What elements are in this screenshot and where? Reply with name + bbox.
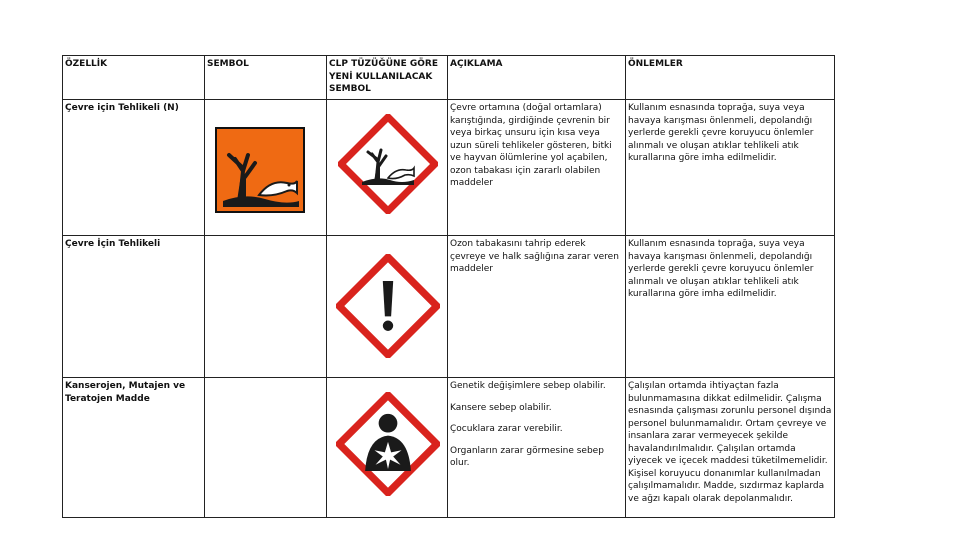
description-item: Kansere sebep olabilir. <box>450 402 552 413</box>
hazard-table <box>62 55 835 518</box>
precautions-cell: Çalışılan ortamda ihtiyaçtan fazla bulunmamasına dikkat edilmelidir. Çalışma esnasında çalışması zorunlu personel dışında personel bulunmamalıdır. Ortam çevreye ve insanlara zarar vermeyecek şekilde havalandırılmalıdır. Çalışılan ortamda yiyecek ve içecek maddesi tüketilmemelidir. Kişisel koruyucu donanımlar kullanılmadan çalışılmamalıdır. Madde, sızdırmaz kaplarda ve ağzı kapalı olarak depolanmalıdır. <box>626 378 835 518</box>
table-row <box>63 100 835 236</box>
precautions-cell: Kullanım esnasında toprağa, suya veya havaya karışması önlenmeli, depolandığı yerlerde gerekli çevre koruyucu önlemler alınmalı ve oluşan atıklar tehlikeli atık kurallarına göre imha edilmelidir. <box>626 100 835 236</box>
description-item: Çocuklara zarar verebilir. <box>450 424 563 434</box>
property-cell: Çevre için Tehlikeli (N) <box>63 100 205 236</box>
description-cell: Ozon tabakasını tahrip ederek çevreye ve halk sağlığına zarar veren maddeler <box>448 236 626 378</box>
description-item: Genetik değişimlere sebep olabilir. <box>450 381 606 391</box>
old-symbol-cell <box>205 236 327 378</box>
property-cell: Kanserojen, Mutajen ve Teratojen Madde <box>63 378 205 518</box>
old-symbol-cell <box>205 100 327 236</box>
header-description: AÇIKLAMA <box>448 56 626 100</box>
ghs-exclamation-pictogram-icon <box>336 254 440 358</box>
description-cell <box>448 378 626 518</box>
header-precautions: ÖNLEMLER <box>626 56 835 100</box>
ghs-environment-pictogram-icon <box>338 114 438 214</box>
old-symbol-cell <box>205 378 327 518</box>
description-cell: Çevre ortamına (doğal ortamlara) karıştığında, girdiğinde çevrenin bir veya birkaç unsuru için kısa veya uzun süreli tehlikeler gösteren, bitki ve hayvan ölümlerine yol açabilen, ozon tabakası için zararlı olabilen maddeler <box>448 100 626 236</box>
header-symbol: SEMBOL <box>205 56 327 100</box>
ghs-health-hazard-pictogram-icon <box>336 392 440 496</box>
clp-symbol-cell <box>327 378 448 518</box>
table-header-row <box>63 56 835 100</box>
clp-symbol-cell <box>327 236 448 378</box>
environment-hazard-orange-icon <box>215 127 305 213</box>
description-item: Organların zarar görmesine sebep olur. <box>450 445 604 468</box>
header-property: ÖZELLİK <box>63 56 205 100</box>
precautions-cell: Kullanım esnasında toprağa, suya veya havaya karışması önlenmeli, depolandığı yerlerde gerekli çevre koruyucu önlemler alınmalı ve oluşan atıklar tehlikeli atık kurallarına göre imha edilmelidir. <box>626 236 835 378</box>
table-row <box>63 378 835 518</box>
clp-symbol-cell <box>327 100 448 236</box>
property-cell: Çevre İçin Tehlikeli <box>63 236 205 378</box>
header-clp-symbol: CLP TÜZÜĞÜNE GÖRE YENİ KULLANILACAK SEMBOL <box>327 56 448 100</box>
table-row <box>63 236 835 378</box>
